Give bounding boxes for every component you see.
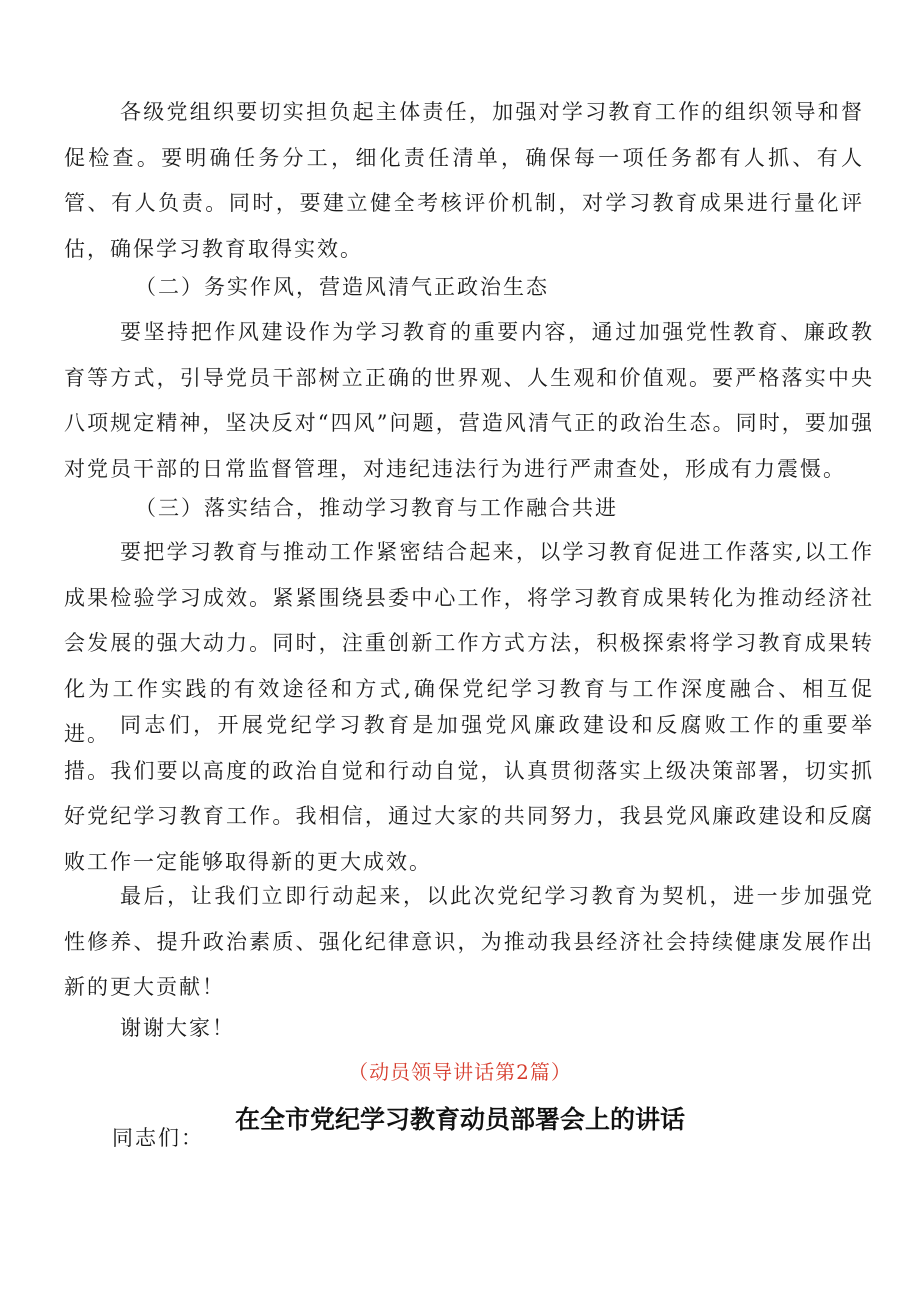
paragraph-responsibility: 各级党组织要切实担负起主体责任，加强对学习教育工作的组织领导和督促检查。要明确任务分工，细化责任清单，确保每一项任务都有人抓、有人管、有人负责。同时，要建立健全考核评价机制，对学习教育成果进行量化评估，确保学习教育取得实效。 xyxy=(64,100,864,261)
section-label: （动员领导讲话第2篇） xyxy=(348,1060,572,1084)
speech-title: 在全市党纪学习教育动员部署会上的讲话 xyxy=(234,1105,685,1134)
paragraph-comrades: 同志们，开展党纪学习教育是加强党风廉政建设和反腐败工作的重要举措。我们要以高度的政治自觉和行动自觉，认真贯彻落实上级决策部署，切实抓好党纪学习教育工作。我相信，通过大家的共同努力，我县党风廉政建设和反腐败工作一定能够取得新的更大成效。 xyxy=(64,713,874,874)
paragraph-final-call: 最后，让我们立即行动起来，以此次党纪学习教育为契机，进一步加强党性修养、提升政治素质、强化纪律意识，为推动我县经济社会持续健康发展作出新的更大贡献！ xyxy=(64,884,874,999)
salutation: 同志们： xyxy=(112,1126,204,1150)
paragraph-work-style: 要坚持把作风建设作为学习教育的重要内容，通过加强党性教育、廉政教育等方式，引导党员干部树立正确的世界观、人生观和价值观。要严格落实中央八项规定精神，坚决反对“四风”问题，营造风清气正的政治生态。同时，要加强对党员干部的日常监督管理，对违纪违法行为进行严肃查处，形成有力震慑。 xyxy=(64,320,874,481)
section-heading-2: （二）务实作风，营造风清气正政治生态 xyxy=(135,275,549,299)
section-heading-3: （三）落实结合，推动学习教育与工作融合共进 xyxy=(135,496,618,520)
closing-thanks: 谢谢大家！ xyxy=(120,1016,235,1040)
paragraph-integration: 要把学习教育与推动工作紧密结合起来，以学习教育促进工作落实,以工作成果检验学习成效。紧紧围绕县委中心工作，将学习教育成果转化为推动经济社会发展的强大动力。同时，注重创新工作方式方法，积极探索将学习教育成果转化为工作实践的有效途径和方式,确保党纪学习教育与工作深度融合、相互促进。 xyxy=(64,540,874,746)
